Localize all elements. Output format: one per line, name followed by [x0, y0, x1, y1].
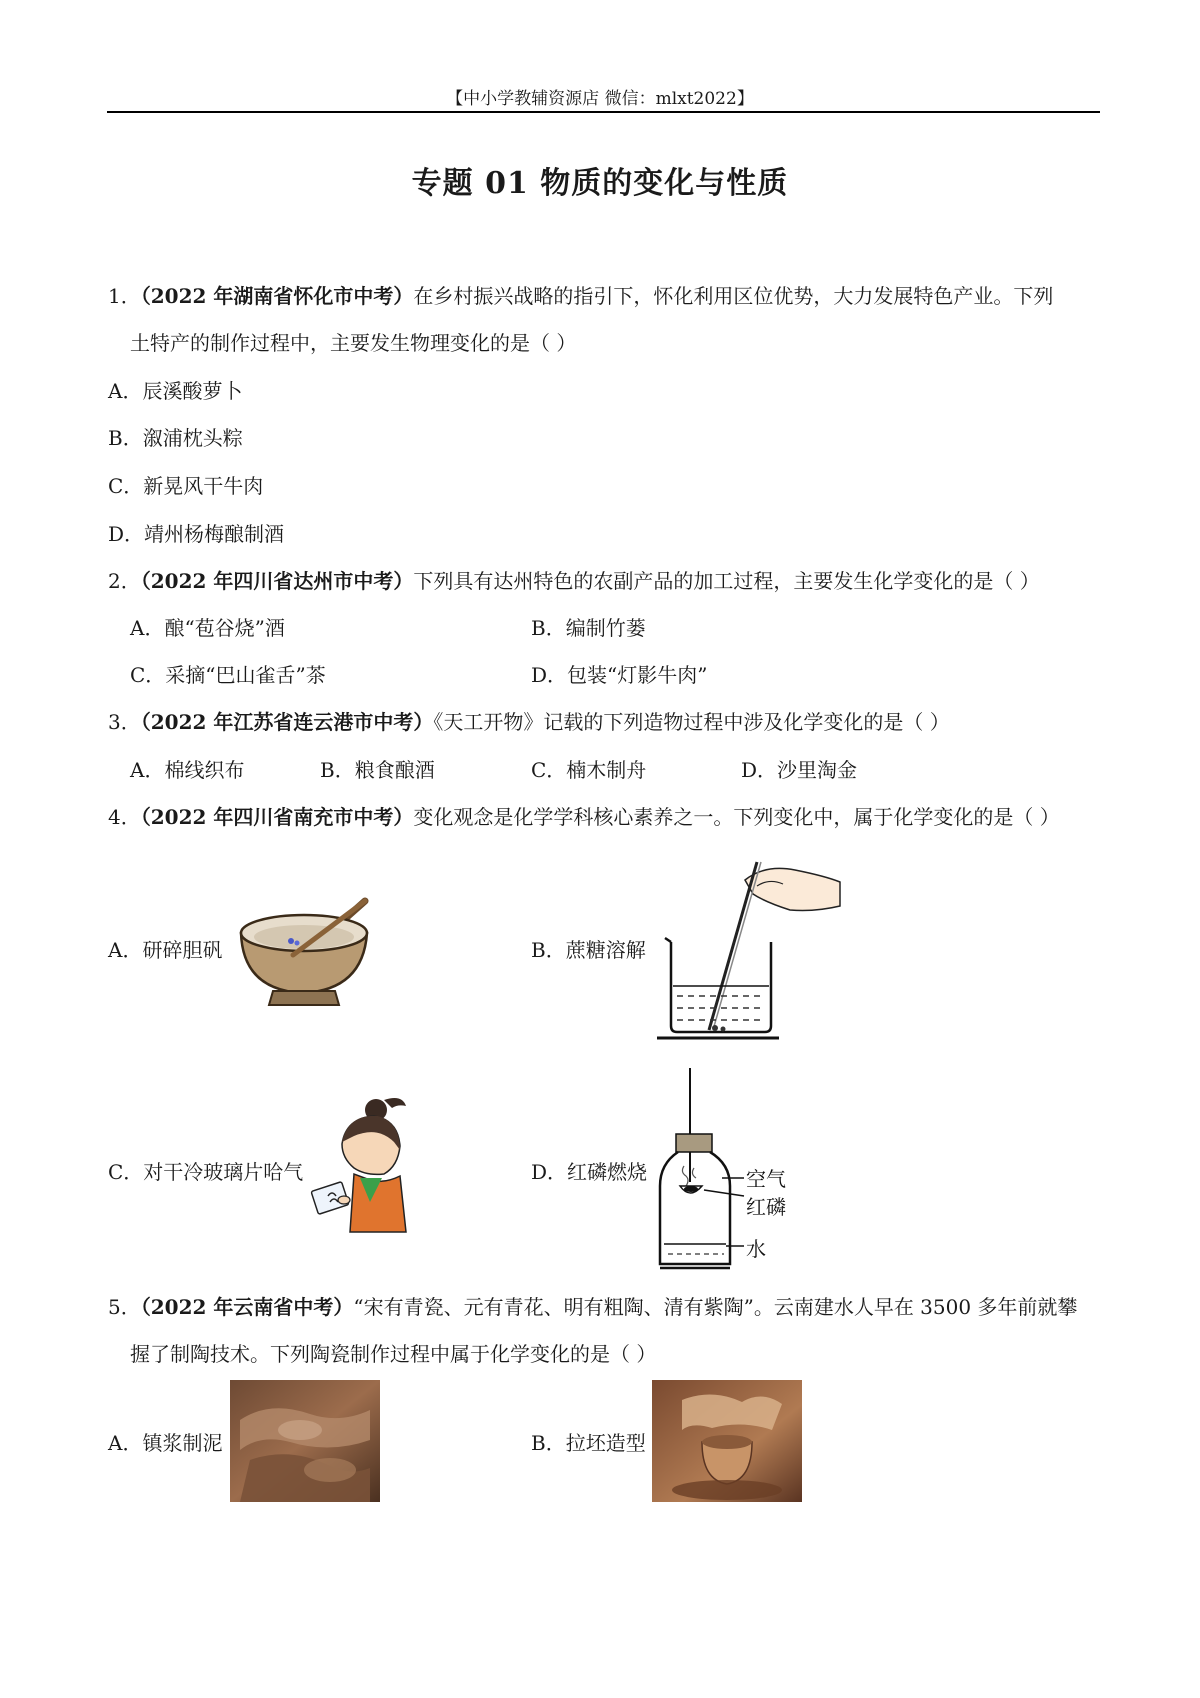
label-air: 空气 [746, 1167, 786, 1191]
question-1-line1 [108, 283, 1053, 309]
question-source: （2022 年四川省达州市中考） [140, 569, 414, 593]
question-3-option-c: C．楠木制舟 [531, 758, 647, 782]
girl-breathing-illustration [314, 1092, 420, 1242]
question-stem: 变化观念是化学学科核心素养之一。下列变化中，属于化学变化的是（ ） [413, 805, 1060, 829]
question-4-line1 [108, 804, 1060, 830]
question-source: （2022 年江苏省连云港市中考） [140, 710, 434, 734]
question-3-option-b: B．粮食酿酒 [320, 758, 435, 782]
question-source: （2022 年湖南省怀化市中考） [140, 284, 414, 308]
question-1-option-c: C．新晃风干牛肉 [108, 474, 264, 498]
question-number: 1． [108, 284, 141, 308]
beaker-stirring-illustration [665, 858, 845, 1040]
page-header: 【中小学教辅资源店 微信：mlxt2022】 [446, 89, 754, 109]
question-stem: 在乡村振兴战略的指引下，怀化利用区位优势，大力发展特色产业。下列 [413, 284, 1054, 308]
question-2-option-d: D．包装“灯影牛肉” [531, 663, 708, 687]
question-5-option-b: B．拉坯造型 [531, 1431, 646, 1455]
header-divider [107, 111, 1100, 113]
question-source: （2022 年四川省南充市中考） [140, 805, 414, 829]
question-stem: 《天工开物》记载的下列造物过程中涉及化学变化的是（ ） [433, 710, 950, 734]
red-phosphorus-apparatus [660, 1068, 820, 1272]
question-number: 4． [108, 805, 141, 829]
wheel-throwing-photo [652, 1380, 802, 1502]
question-number: 3． [108, 710, 141, 734]
question-4-option-a: A．研碎胆矾 [108, 938, 223, 962]
question-2-option-a: A．酿“苞谷烧”酒 [130, 616, 285, 640]
question-2-line1 [108, 568, 1040, 594]
question-1-line2: 土特产的制作过程中，主要发生物理变化的是（ ） [130, 331, 577, 355]
mortar-pestle-illustration [233, 895, 373, 1007]
label-red-phosphorus: 红磷 [746, 1195, 786, 1219]
question-1-option-a: A．辰溪酸萝卜 [108, 379, 243, 403]
label-water: 水 [746, 1237, 766, 1261]
question-4-option-b: B．蔗糖溶解 [531, 938, 646, 962]
question-4-option-c: C．对干冷玻璃片哈气 [108, 1160, 304, 1184]
page-title: 专题 01 物质的变化与性质 [411, 166, 789, 201]
clay-preparation-photo [230, 1380, 380, 1502]
question-5-line2: 握了制陶技术。下列陶瓷制作过程中属于化学变化的是（ ） [130, 1342, 657, 1366]
question-stem: 下列具有达州特色的农副产品的加工过程，主要发生化学变化的是（ ） [413, 569, 1040, 593]
question-5-option-a: A．镇浆制泥 [108, 1431, 223, 1455]
question-2-option-b: B．编制竹蒌 [531, 616, 646, 640]
question-1-option-d: D．靖州杨梅酿制酒 [108, 522, 285, 546]
question-3-option-d: D．沙里淘金 [741, 758, 858, 782]
question-3-line1 [108, 709, 950, 735]
question-source: （2022 年云南省中考） [140, 1295, 354, 1319]
question-4-option-d: D．红磷燃烧 [531, 1160, 648, 1184]
question-stem: “宋有青瓷、元有青花、明有粗陶、清有紫陶”。云南建水人早在 3500 多年前就攀 [353, 1295, 1078, 1319]
question-5-line1 [108, 1294, 1077, 1320]
question-2-option-c: C．采摘“巴山雀舌”茶 [130, 663, 326, 687]
question-1-option-b: B．溆浦枕头粽 [108, 426, 243, 450]
question-number: 5． [108, 1295, 141, 1319]
question-number: 2． [108, 569, 141, 593]
question-3-option-a: A．棉线织布 [130, 758, 245, 782]
